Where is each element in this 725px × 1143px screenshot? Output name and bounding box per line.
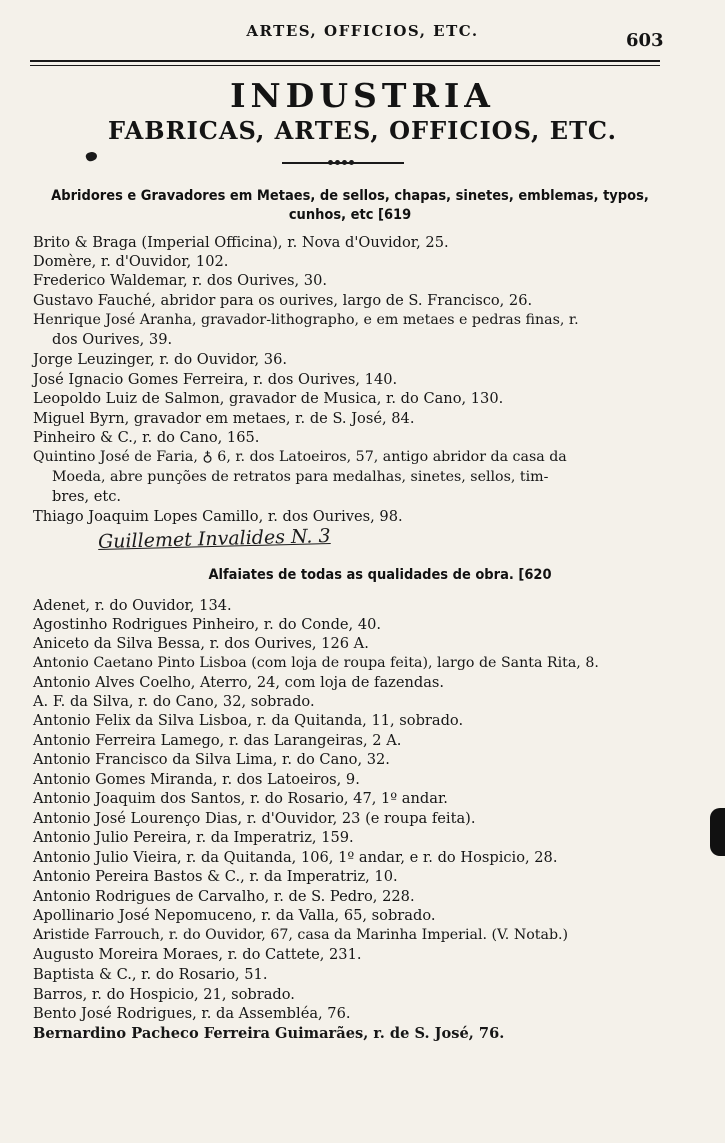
- list-item: A. F. da Silva, r. do Cano, 32, sobrado.: [33, 693, 315, 710]
- section-heading-alfaiates: Alfaiates de todas as qualidades de obra. [620: [208, 567, 552, 583]
- list-item: Antonio Julio Vieira, r. da Quitanda, 106, 1º andar, e r. do Hospicio, 28.: [33, 849, 558, 866]
- header-rule-thin: [30, 65, 660, 66]
- list-item: Barros, r. do Hospicio, 21, sobrado.: [33, 986, 295, 1003]
- ornament-divider: [282, 160, 404, 166]
- list-item: Aniceto da Silva Bessa, r. dos Ourives, 126 A.: [33, 635, 369, 652]
- list-item: Bernardino Pacheco Ferreira Guimarães, r. de S. José, 76.: [33, 1025, 505, 1042]
- list-item: Miguel Byrn, gravador em metaes, r. de S. José, 84.: [33, 410, 415, 427]
- list-item-continuation: bres, etc.: [52, 488, 122, 505]
- running-head: ARTES, OFFICIOS, ETC.: [246, 22, 479, 40]
- list-item: Antonio Caetano Pinto Lisboa (com loja de roupa feita), largo de Santa Rita, 8.: [33, 655, 599, 671]
- list-item: Agostinho Rodrigues Pinheiro, r. do Conde, 40.: [33, 616, 382, 633]
- list-item: Pinheiro & C., r. do Cano, 165.: [33, 429, 260, 446]
- page-title: INDUSTRIA: [230, 76, 495, 115]
- list-item: Brito & Braga (Imperial Officina), r. Nova d'Ouvidor, 25.: [33, 234, 449, 251]
- list-item: Leopoldo Luiz de Salmon, gravador de Musica, r. do Cano, 130.: [33, 390, 504, 407]
- list-item: Gustavo Fauché, abridor para os ourives, largo de S. Francisco, 26.: [33, 292, 533, 309]
- list-item: Antonio Pereira Bastos & C., r. da Imperatriz, 10.: [33, 868, 398, 885]
- list-item: Antonio Julio Pereira, r. da Imperatriz, 159.: [33, 829, 354, 846]
- page-subtitle: FABRICAS, ARTES, OFFICIOS, ETC.: [108, 116, 617, 145]
- list-item: Antonio Joaquim dos Santos, r. do Rosario, 47, 1º andar.: [33, 790, 448, 807]
- list-item: Henrique José Aranha, gravador-lithographo, e em metaes e pedras finas, r.: [33, 312, 579, 328]
- list-item: Antonio José Lourenço Dias, r. d'Ouvidor, 23 (e roupa feita).: [33, 810, 476, 827]
- handwritten-annotation: Guillemet Invalides N. 3: [97, 524, 331, 554]
- list-item: Domère, r. d'Ouvidor, 102.: [33, 253, 229, 270]
- list-item: Augusto Moreira Moraes, r. do Cattete, 231.: [33, 946, 362, 963]
- list-item: Antonio Felix da Silva Lisboa, r. da Quitanda, 11, sobrado.: [33, 712, 464, 729]
- list-item-continuation: Moeda, abre punções de retratos para medalhas, sinetes, sellos, tim-: [52, 469, 549, 485]
- ink-blot-mark: [85, 150, 98, 162]
- list-item: Jorge Leuzinger, r. do Ouvidor, 36.: [33, 351, 288, 368]
- section-heading-abridores-cont: cunhos, etc [619: [288, 207, 412, 223]
- list-item: Thiago Joaquim Lopes Camillo, r. dos Ourives, 98.: [33, 508, 403, 525]
- list-item: Adenet, r. do Ouvidor, 134.: [33, 597, 232, 614]
- list-item: Antonio Alves Coelho, Aterro, 24, com loja de fazendas.: [33, 674, 445, 691]
- list-item: Antonio Gomes Miranda, r. dos Latoeiros, 9.: [33, 771, 360, 788]
- list-item: Antonio Ferreira Lamego, r. das Larangeiras, 2 A.: [33, 732, 402, 749]
- list-item: Antonio Francisco da Silva Lima, r. do Cano, 32.: [33, 751, 390, 768]
- section-heading-abridores: Abridores e Gravadores em Metaes, de sellos, chapas, sinetes, emblemas, typos,: [51, 188, 649, 204]
- header-rule: [30, 60, 660, 62]
- list-item: Baptista & C., r. do Rosario, 51.: [33, 966, 268, 983]
- list-item: Antonio Rodrigues de Carvalho, r. de S. Pedro, 228.: [33, 888, 415, 905]
- list-item: Apollinario José Nepomuceno, r. da Valla, 65, sobrado.: [33, 907, 436, 924]
- list-item: José Ignacio Gomes Ferreira, r. dos Ourives, 140.: [33, 371, 398, 388]
- page-number: 603: [626, 30, 664, 51]
- list-item: Bento José Rodrigues, r. da Assembléa, 76.: [33, 1005, 351, 1022]
- list-item-continuation: dos Ourives, 39.: [52, 331, 173, 348]
- margin-bracket-mark: [710, 808, 725, 856]
- list-item: Frederico Waldemar, r. dos Ourives, 30.: [33, 272, 327, 289]
- list-item: Aristide Farrouch, r. do Ouvidor, 67, casa da Marinha Imperial. (V. Notab.): [33, 927, 569, 943]
- list-item: Quintino José de Faria, ♁ 6, r. dos Latoeiros, 57, antigo abridor da casa da: [33, 449, 567, 465]
